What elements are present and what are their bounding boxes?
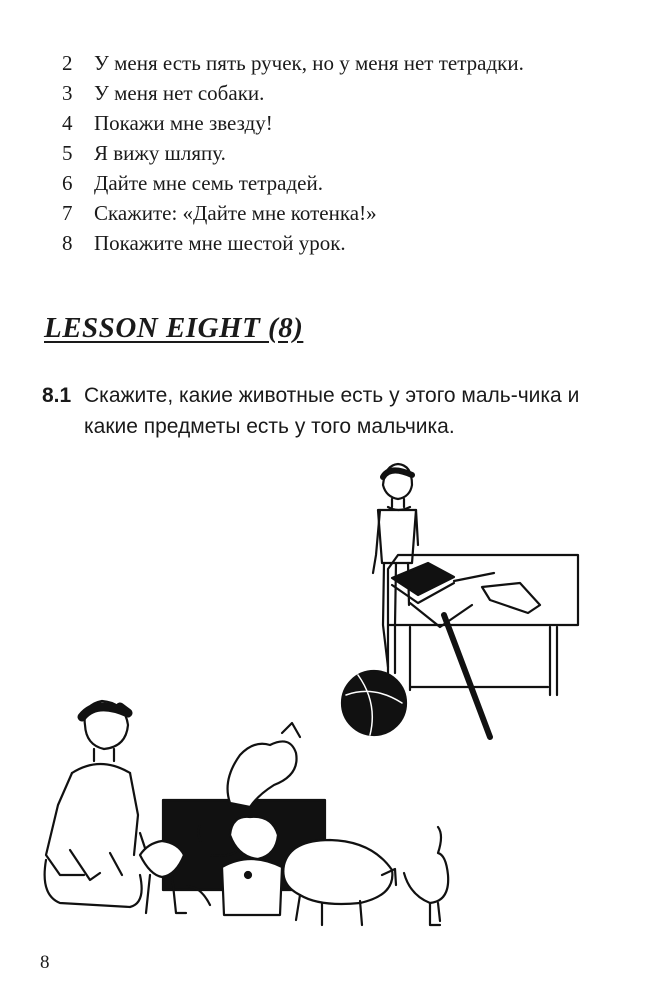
exercise-block (42, 380, 632, 442)
item-text: У меня есть пять ручек, но у меня нет тетрадки. (94, 51, 524, 75)
item-number: 4 (62, 111, 73, 135)
list-item (62, 108, 524, 138)
list-item (62, 78, 524, 108)
list-item (62, 228, 524, 258)
item-text: У меня нет собаки. (94, 81, 265, 105)
list-item (62, 168, 524, 198)
list-item (62, 198, 524, 228)
kneeling-boy-figure (45, 701, 142, 907)
list-item (62, 138, 524, 168)
ball-figure (342, 671, 406, 735)
item-number: 2 (62, 51, 73, 75)
chicken-figure (404, 827, 448, 925)
lesson-heading: LESSON EIGHT (8) (44, 312, 304, 344)
item-number: 5 (62, 141, 73, 165)
pig-figure (283, 840, 396, 925)
page-number: 8 (40, 952, 50, 973)
item-text: Я вижу шляпу. (94, 141, 226, 165)
item-text: Покажите мне шестой урок. (94, 231, 346, 255)
table-items-figure (392, 563, 540, 737)
item-text: Покажи мне звезду! (94, 111, 273, 135)
item-number: 7 (62, 201, 73, 225)
exercise-text: Скажите, какие животные есть у этого маль-чика и какие предметы есть у того мальчика. (84, 384, 580, 438)
item-number: 6 (62, 171, 73, 195)
item-text: Дайте мне семь тетрадей. (94, 171, 323, 195)
item-text: Скажите: «Дайте мне котенка!» (94, 201, 377, 225)
list-item (62, 48, 524, 78)
dog-figure (222, 817, 282, 915)
sentence-list (62, 48, 524, 258)
item-number: 8 (62, 231, 73, 255)
illustration (0, 455, 645, 935)
item-number: 3 (62, 81, 73, 105)
exercise-number: 8.1 (42, 384, 72, 407)
